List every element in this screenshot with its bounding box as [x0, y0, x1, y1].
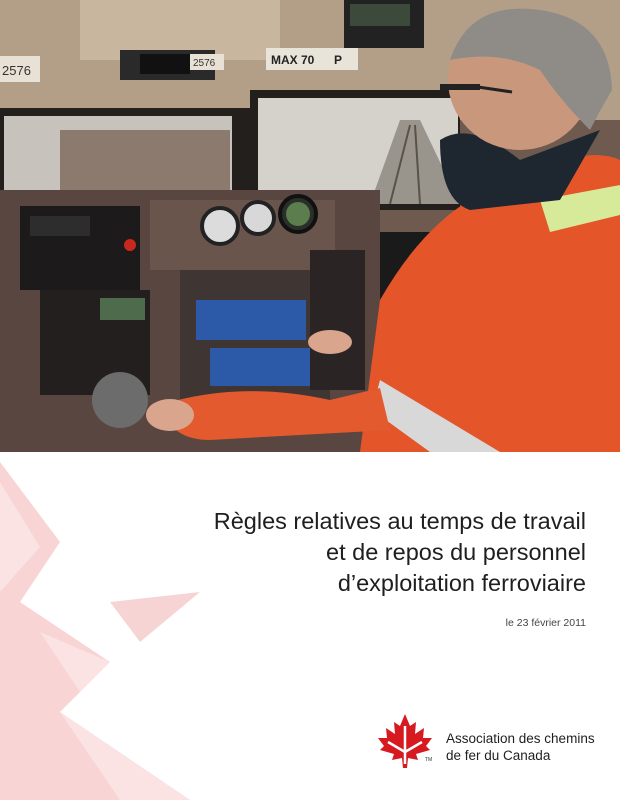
organization-name	[446, 731, 596, 764]
document-title: Règles relatives au temps de travail et de repos du personnel d’exploitation ferroviaire	[213, 508, 586, 596]
speed-plate: MAX 70	[271, 53, 315, 67]
org-name-line2: de fer du Canada	[446, 747, 551, 763]
speed-suffix: P	[334, 53, 343, 67]
trademark-mark: TM	[425, 757, 433, 763]
lightning-decoration	[0, 452, 250, 800]
org-name-line1: Association des chemins	[446, 731, 595, 746]
cab-number: 2576	[2, 63, 31, 78]
publication-date: le 23 février 2011	[505, 617, 586, 629]
console-tag: 2576	[193, 58, 216, 69]
